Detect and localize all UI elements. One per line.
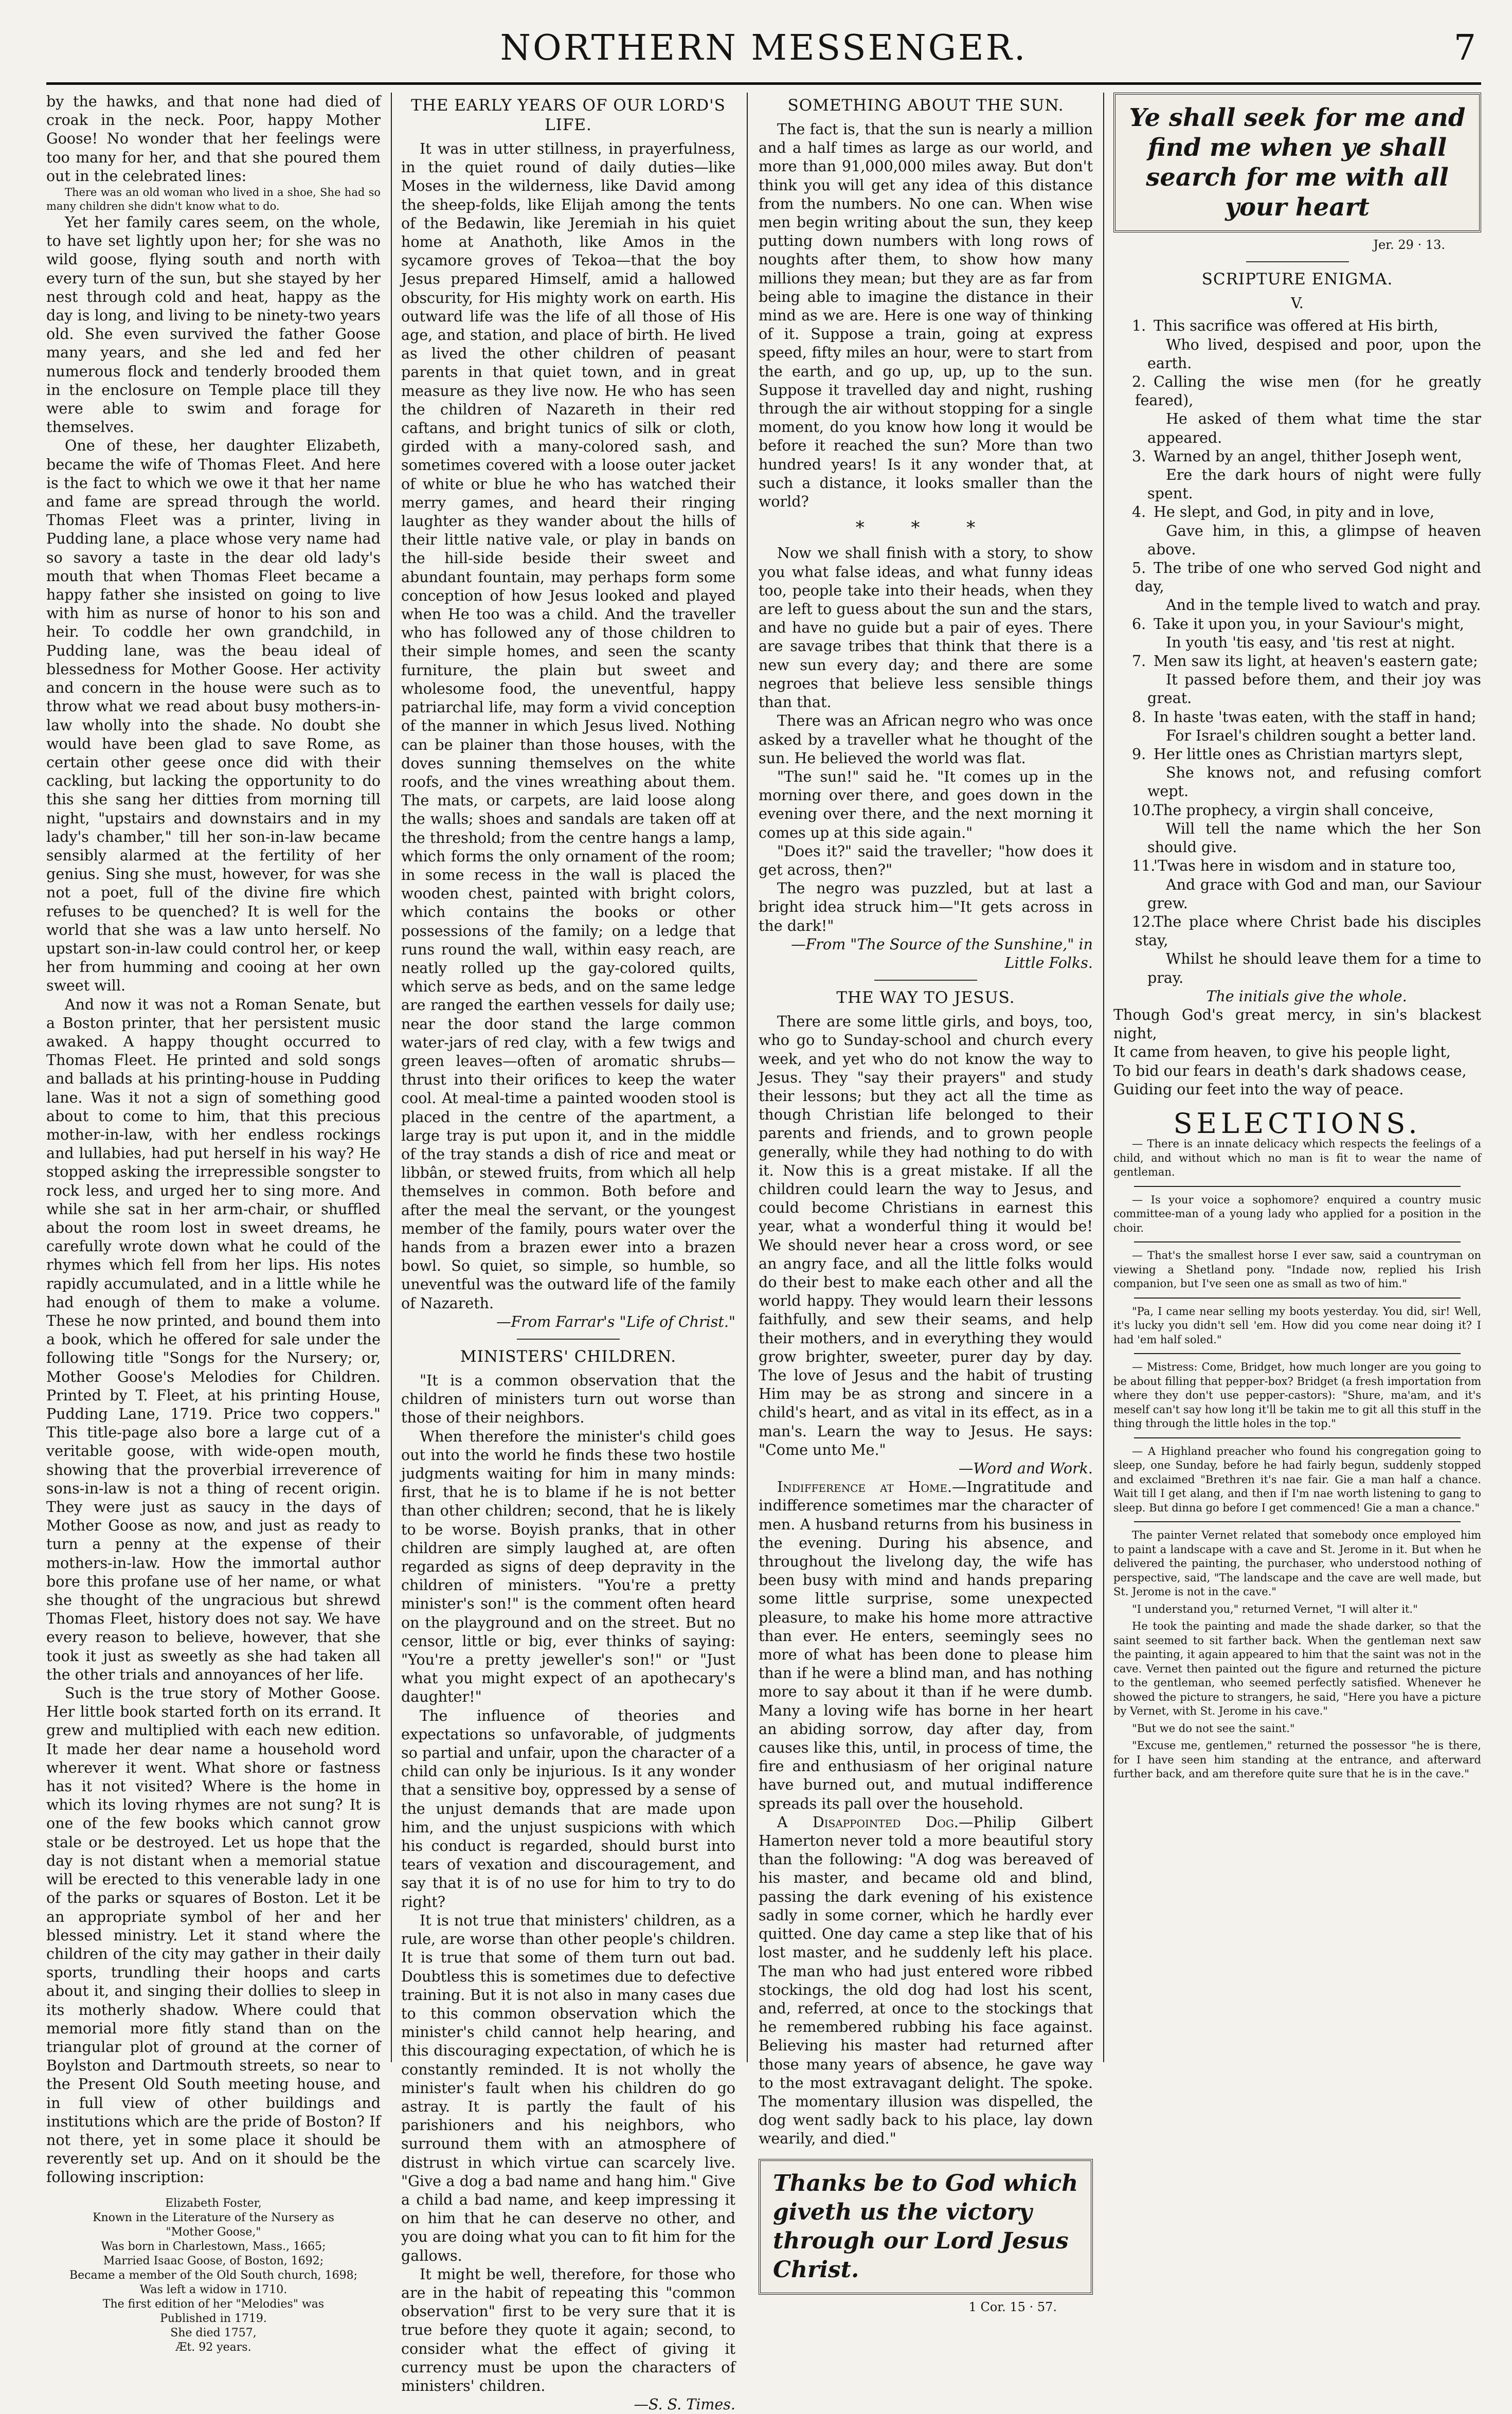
inscription-line: Published in 1719.	[160, 2312, 267, 2325]
scripture-reference: Jer. 29 · 13.	[1373, 238, 1445, 252]
article-text: Philip Gilbert Hamerton never told a more beautiful story than the following: "A dog was bereaved of his master, and became old and blind, passing the dark evening of his existence sadly in some corner, which he hardly ever quitted. One day came a step like that of his lost master, and he suddenly left his place. The man who had just entered wore ribbed stockings, the old dog had lost his scent, and, referred, at once to the stockings that he remembered rubbing his face against. Believing his master had returned after those many years of absence, he gave way to the most extravagant delight. The spoke. The momentary illusion was dispelled, the dog went sadly back to his place, lay down wearily, and died."	[759, 1813, 1093, 2148]
scripture-reference: 1 Cor. 15 · 57.	[968, 2299, 1057, 2314]
enigma-item: 7. Men saw its light, at heaven's eastern gate; It passed before them, and their joy was great.	[1132, 653, 1481, 707]
article-paragraph: When therefore the minister's child goes out into the world he finds these two hostile judgments waiting for him in many minds: first, that he is to blame if he is not better than other children; second, that he is likely to be worse. Boyish pranks, that in other children are simply laughed at, are often regarded as signs of deep depravity in the children of ministers. "You're a pretty minister's son!" is the comment often heard on the playground and on the street. But no censor, little or big, ever thinks of saying: "You're a pretty jeweller's son!" or "Just what you might expect of an apothecary's daughter!"	[401, 1428, 735, 1706]
column-1	[46, 93, 381, 2354]
enigma-item: 12. The place where Christ bade his disciples stay, Whilst he should leave them for a time to pray.	[1132, 913, 1481, 986]
column-rule	[391, 93, 392, 2062]
column-rule	[747, 93, 748, 2062]
article-source: From Farrar's "Life of Christ."	[511, 1313, 735, 1330]
enigma-answer-verse: Though God's great mercy, in sin's blackest night, It came from heaven, to give his people light, To bid our fears in death's dark shadows cease, Guiding our feet into the way of peace.	[1113, 1006, 1481, 1098]
enigma-item: 2. Calling the wise men (for he greatly feared), He asked of them what time the star appeared.	[1132, 373, 1481, 446]
page-number: 7	[1453, 28, 1476, 68]
article-paragraph: The negro was puzzled, but at last a bright idea struck him—"It gets across in the dark!"	[759, 880, 1093, 934]
divider	[1134, 1186, 1461, 1187]
article-paragraph: "The sun!" said he. "It comes up in the morning over there, and goes down in the evening over there, and the next morning it comes up at this side again."	[759, 768, 1093, 841]
article-paragraph: Such is the true story of Mother Goose. Her little book started forth on its errand. It grew and multiplied with each new edition. It made her dear name a household word wherever it went. What shore or fastness has it not visited? Where is the home in which its loving rhymes are not sung? It is one of the few books which cannot grow stale or be destroyed. Let us hope that the day is not distant when a memorial statue will be erected to this venerable lady in one of the parks or squares of Boston. Let it be an appropriate symbol of her and her blessed ministry. Let it stand where the children of the city may gather in their daily sports, trundling their hoops and carts about it, and singing their dollies to sleep in its motherly shadow. Where could that memorial more fitly stand than on the triangular plot of ground at the corner of Boylston and Dartmouth streets, so near to the Present Old South meeting house, and in full view of other buildings and institutions which are the pride of Boston? If not there, yet in some place it should be reverently set up. And on it should be the following inscription:	[46, 1685, 381, 2186]
divider	[1134, 1353, 1461, 1354]
selection-item: "Excuse me, gentlemen," returned the possessor "he is there, for I have seen him standing at the entrance, and afterward further back, and am therefore quite sure that he is in the cave."	[1113, 1739, 1481, 1780]
column-2: THE EARLY YEARS OF OUR LORD'S LIFE. It was in utter stillness, in prayerfulness, in the quiet round of daily duties—like Moses in the wilderness, like David among the sheep-folds, like Elijah among the tents of the Bedawin, like Jeremiah in his quiet home at Anathoth, like Amos in the sycamore groves of Tekoa—that the boy Jesus prepared Himself, amid a hallowed obscurity, for His mighty work on earth. His outward life was the life of all those of His age, and station, and place of birth. He lived as lived the other children of peasant parents in that quiet town, and in great measure as they live now. He who has seen the children of Nazareth in their red caftans, and bright tunics of silk or cloth, girded with a many-colored sash, and sometimes covered with a loose outer jacket of white or blue he who has watched their merry games, and heard their ringing laughter as they wander about the hills of their little native vale, or play in bands on the hill-side beside their sweet and abundant fountain, may perhaps form some conception of how Jesus looked and played when He too was a child. And the traveller who has followed any of those children to their simple homes, and seen the scanty furniture, the plain but sweet and wholesome food, the uneventful, happy patriarchal life, may form a vivid conception of the manner in which Jesus lived. Nothing can be plainer than those houses, with the doves sunning themselves on the white roofs, and the vines wreathing about them. The mats, or carpets, are laid loose along the walls; shoes and sandals are taken off at the threshold; from the centre hangs a lamp, which forms the only ornament of the room; in some recess in the wall is placed the wooden chest, painted with bright colors, which contains the books or other possessions of the family; on a ledge that runs round the wall, within easy reach, are neatly rolled up the gay-colored quilts, which serve as beds, and on the same ledge are ranged the earthen vessels for daily use; near the door stand the large common water-jars of red clay, with a few twigs and green leaves—often of aromatic shrubs—thrust into their orifices to keep the water cool. At meal-time a painted wooden stool is placed in the centre of the apartment, a large tray is put upon it, and in the middle of the tray stands a dish of rice and meat or libbân, or stewed fruits, from which all help themselves in common. Both before and after the meal the servant, or the youngest member of the family, pours water over the hands from a brazen ewer into a brazen bowl. So quiet, so simple, so humble, so uneventful was the outward life of the family of Nazareth. —From Farrar's "Life of Christ." MINISTERS' CHILDREN. "It is a common observation that the children of ministers turn out worse than those of their neighbors. When therefore the minister's child goes out into the world he finds these two hostile judgments waiting for him in many minds: first, that he is to blame if he is not better than other children; second, that he is likely to be worse. Boyish pranks, that in other children are simply laughed at, are often regarded as signs of deep depravity in the children of ministers. "You're a pretty minister's son!" is the comment often heard on the playground and on the street. But no censor, little or big, ever thinks of saying: "You're a pretty jeweller's son!" or "Just what you might expect of an apothecary's daughter!" The influence of theories and expectations so unfavorable, of judgments so partial and unfair, upon the character of a child can only be injurious. Is it any wonder that a sensitive boy, oppressed by a sense of the unjust demands that are made upon him, and the unjust suspicions with which his conduct is regarded, should burst into tears of vexation and discouragement, and say that it is of no use for him to try to do right? It is not true that ministers' children, as a rule, are worse than other people's children. It is true that some of them turn out bad. Doubtless this is sometimes due to defective training. But it is not also in many cases due to this common observation which the minister's child cannot help hearing, and this discouraging expectation, of which he is constantly reminded. It is not wholly the minister's fault when his children do go astray. It is partly the fault of his parishioners and his neighbors, who surround them with an atmosphere of distrust in which virtue can scarcely live. "Give a dog a bad name and hang him." Give a child a bad name, and keep impressing it on him that he can deserve no other, and you are doing what you can to fit him for the gallows. It might be well, therefore, for those who are in the habit of repeating this "common observation" first to be very sure that it is true before they quote it again; second, to consider what the effect of giving it currency must be upon the characters of ministers' children. —S. S. Times.	[401, 96, 735, 2413]
divider	[874, 980, 977, 981]
article-paragraph: It might be well, therefore, for those who are in the habit of repeating this "common observation" first to be very sure that it is true before they quote it again; second, to consider what the effect of giving it currency must be upon the characters of ministers' children.	[401, 2265, 735, 2394]
selection-item: He took the painting and made the shade darker, so that the saint seemed to sit farther back. When the gentleman next saw the painting, it again appeared to him that the saint was not in the cave. Vernet then painted out the figure and returned the picture to the gentleman, who seemed perfectly satisfied. Whenever he showed the picture to strangers, he said, "Here you have a picture by Vernet, with St. Jerome in his cave."	[1113, 1620, 1481, 1718]
inscription-line: The first edition of her "Melodies" was	[102, 2297, 325, 2311]
column-4	[1113, 93, 1481, 2067]
masthead	[46, 21, 1481, 77]
selection-item: "But we do not see the saint."	[1132, 1722, 1295, 1735]
article-paragraph: And now it was not a Roman Senate, but a Boston printer, that her persistent music awaked. A happy thought occurred to Thomas Fleet. He printed and sold songs and ballads at his printing-house in Pudding lane. Was it not a sign of something good about to come to him, that this precious mother-in-law, with her endless rockings and lullabies, had put herself in his way? He stopped asking the irrepressible songster to rock less, and urged her to sing more. And while she sat in her arm-chair, or shuffled about the room lost in sweet dreams, he carefully wrote down what he could of the rhymes which fell from her lips. His notes rapidly accumulated, and in a little while he had enough of them to make a volume. These he now printed, and bound them into a book, which he offered for sale under the following title "Songs for the Nursery; or, Mother Goose's Melodies for Children. Printed by T. Fleet, at his printing House, Pudding Lane, 1719. Price two coppers." This title-page also bore a large cut of a veritable goose, with wide-open mouth, showing that the proverbial irreverence of sons-in-law is not a thing of recent origin. They were just as saucy in the days of Mother Goose as now, and just as ready to turn a penny at the expense of their mothers-in-law. How the immortal author bore this profane use of her name, or what she thought of the ungracious but shrewd Thomas Fleet, history does not say. We have every reason to believe, however, that she took it just as sweetly as she had taken all the other trials and annoyances of her life.	[46, 996, 381, 1683]
scripture-verse-box: Ye shall seek for me and find me when ye shall search for me with all your heart	[1113, 93, 1481, 232]
newspaper-title: NORTHERN MESSENGER.	[500, 28, 1028, 68]
enigma-list	[1113, 317, 1481, 987]
divider	[517, 1339, 620, 1340]
inscription-line: Known in the Literature of the Nursery as	[93, 2211, 334, 2224]
enigma-title: SCRIPTURE ENIGMA.	[1201, 270, 1393, 289]
enigma-item: 5. The tribe of one who served God night and day, And in the temple lived to watch and pray.	[1132, 560, 1481, 614]
enigma-item: 8. In haste 'twas eaten, with the staff in hand; For Israel's children sought a better land.	[1132, 708, 1477, 744]
quoted-verse: There was an old woman who lived in a shoe, She had so many children she didn't know what to do.	[46, 186, 381, 213]
selection-item: — That's the smallest horse I ever saw, said a countryman on viewing a Shetland pony. "Indade now, replied his Irish companion, but I've seen one as small as two of him."	[1113, 1249, 1481, 1290]
article-paragraph: One of these, her daughter Elizabeth, became the wife of Thomas Fleet. And here is the fact to which we owe it that her name and fame are spread through the world. Thomas Fleet was a printer, living in Pudding lane, a place whose very name had so savory a taste in the dear old lady's mouth that when Thomas Fleet became a happy father she insisted on going to live with him as nurse of honor to his son and heir. To coddle her own grandchild, in Pudding lane, was the beau ideal of blessedness for Mother Goose. Her activity and concern in the house were such as to throw what we read about busy mothers-in-law wholly into the shade. No doubt she would have been glad to save Rome, as certain other geese once did with their cackling, but lacking the opportunity to do this she sang her ditties from morning till night, "upstairs and downstairs and in my lady's chamber," till her son-in-law became sensibly alarmed at the fertility of her genius. Sing she must, however, for was she not a poet, full of the divine fire which refuses to be quenched? It is well for the world that she was a law unto herself. No upstart son-in-law could control her, or keep her from humming and cooing at her own sweet will.	[46, 437, 381, 995]
selection-item: — Is your voice a sophomore? enquired a country music committee-man of a young lady who applied for a position in the choir.	[1113, 1193, 1481, 1234]
article-paragraph: It is not true that ministers' children, as a rule, are worse than other people's children. It is true that some of them turn out bad. Doubtless this is sometimes due to defective training. But it is not also in many cases due to this common observation which the minister's child cannot help hearing, and this discouraging expectation, of which he is constantly reminded. It is not wholly the minister's fault when his children do go astray. It is partly the fault of his parishioners and his neighbors, who surround them with an atmosphere of distrust in which virtue can scarcely live. "Give a dog a bad name and hang him." Give a child a bad name, and keep impressing it on him that he can deserve no other, and you are doing what you can to fit him for the gallows.	[401, 1912, 735, 2264]
article-paragraph: "It is a common observation that the children of ministers turn out worse than those of their neighbors.	[401, 1372, 735, 1427]
article-paragraph: It was in utter stillness, in prayerfulness, in the quiet round of daily duties—like Moses in the wilderness, like David among the sheep-folds, like Elijah among the tents of the Bedawin, like Jeremiah in his quiet home at Anathoth, like Amos in the sycamore groves of Tekoa—that the boy Jesus prepared Himself, amid a hallowed obscurity, for His mighty work on earth. His outward life was the life of all those of His age, and station, and place of birth. He lived as lived the other children of peasant parents in that quiet town, and in great measure as they live now. He who has seen the children of Nazareth in their red caftans, and bright tunics of silk or cloth, girded with a many-colored sash, and sometimes covered with a loose outer jacket of white or blue he who has watched their merry games, and heard their ringing laughter as they wander about the hills of their little native vale, or play in bands on the hill-side beside their sweet and abundant fountain, may perhaps form some conception of how Jesus looked and played when He too was a child. And the traveller who has followed any of those children to their simple homes, and seen the scanty furniture, the plain but sweet and wholesome food, the uneventful, happy patriarchal life, may form a vivid conception of the manner in which Jesus lived. Nothing can be plainer than those houses, with the doves sunning themselves on the white roofs, and the vines wreathing about them. The mats, or carpets, are laid loose along the walls; shoes and sandals are taken off at the threshold; from the centre hangs a lamp, which forms the only ornament of the room; in some recess in the wall is placed the wooden chest, painted with bright colors, which contains the books or other possessions of the family; on a ledge that runs round the wall, within easy reach, are neatly rolled up the gay-colored quilts, which serve as beds, and on the same ledge are ranged the earthen vessels for daily use; near the door stand the large common water-jars of red clay, with a few twigs and green leaves—often of aromatic shrubs—thrust into their orifices to keep the water cool. At meal-time a painted wooden stool is placed in the centre of the apartment, a large tray is put upon it, and in the middle of the tray stands a dish of rice and meat or libbân, or stewed fruits, from which all help themselves in common. Both before and after the meal the servant, or the youngest member of the family, pours water over the hands from a brazen ewer into a brazen bowl. So quiet, so simple, so humble, so uneventful was the outward life of the family of Nazareth.	[401, 140, 735, 1312]
inscription-line: Was left a widow in 1710.	[139, 2283, 287, 2296]
article-paragraph: Yet her family cares seem, on the whole, to have set lightly upon her; for she was no wild goose, flying south and north with every turn of the sun, but she stayed by her nest through cold and heat, happy as the day is long, and living to be ninety-two years old. She even survived the father Goose many years, and she led and fed her numerous flock and tenderly brooded them in the enclosure on Temple place till they were able to swim and forage for themselves.	[46, 214, 381, 436]
article-text: Ingratitude and indifference sometimes mar the character of men. A husband returns from his business in the evening. During his absence, and throughout the livelong day, the wife has been busy with mind and hands preparing some little surprise, some unexpected pleasure, to make his home more attractive than ever. He enters, seemingly sees no more of what has been done to please him than if he were a blind man, and has nothing more to say about it than if he were dumb. Many a loving wife has borne in her heart an abiding sorrow, day after day, from causes like this, until, in process of time, the fire and enthusiasm of her original nature have burned out, and mutual indifference spreads its pall over the household.	[759, 1479, 1093, 1812]
article-source: S. S. Times.	[649, 2396, 735, 2413]
inscription-line: Æt. 92 years.	[175, 2340, 251, 2354]
selections-list	[1113, 1137, 1481, 1781]
article-paragraph: The fact is, that the sun is nearly a million and a half times as large as our world, and more than 91,000,000 miles away. But don't think you will get any idea of this distance from the numbers. No one can. When wise men begin writing about the sun, they keep putting down numbers with long rows of noughts after them, to show how many millions they mean; but they are as far from being able to imagine the distance in their mind as we are. Here is one way of thinking of it. Suppose a train, going at express speed, fifty miles an hour, were to start from the earth, and go up, up, up to the sun. Suppose it travelled day and night, rushing through the air without stopping for a single moment, do you know how long it would be before it reached the sun? More than two hundred years! Is it any wonder that, at such a distance, it looks smaller than the world?	[759, 121, 1093, 511]
divider	[1134, 1241, 1461, 1242]
selection-item: — Mistress: Come, Bridget, how much longer are you going to be about filling that pepper-box? Bridget (a fresh importation from where they don't use pepper-castors): "Shure, ma'am, and it's meself can't say how long it'll be takin me to git all this stuff in the thing through the little holes in the top."	[1113, 1361, 1481, 1430]
enigma-item: 10. The prophecy, a virgin shall conceive, Will tell the name which the her Son should give.	[1132, 801, 1481, 856]
inscription-line: She died 1757,	[170, 2326, 257, 2339]
inscription-line: Married Isaac Goose, of Boston, 1692;	[103, 2254, 324, 2267]
article-paragraph: "Does it?" said the traveller; "how does it get across, then?"	[759, 842, 1093, 878]
paragraph-lead: Indifference at Home.	[777, 1479, 952, 1496]
selection-item: "Pa, I came near selling my boots yesterday. You did, sir! Well, it's lucky you didn't sell 'em. How did you come near doing it? I had 'em half soled."	[1113, 1305, 1481, 1346]
divider	[1134, 1437, 1461, 1438]
article-heading: THE WAY TO JESUS.	[836, 988, 1015, 1007]
selections-title: SELECTIONS.	[1173, 1107, 1421, 1140]
column-rule	[1103, 93, 1104, 2062]
article-heading: THE EARLY YEARS OF OUR LORD'S LIFE.	[411, 96, 726, 134]
article-source: From "The Source of the Sunshine," in Little Folks.	[805, 935, 1093, 971]
article-paragraph: The influence of theories and expectations so unfavorable, of judgments so partial and unfair, upon the character of a child can only be injurious. Is it any wonder that a sensitive boy, oppressed by a sense of the unjust demands that are made upon him, and the unjust suspicions with which his conduct is regarded, should burst into tears of vexation and discouragement, and say that it is of no use for him to try to do right?	[401, 1707, 735, 1911]
selection-item: The painter Vernet related that somebody once employed him to paint a landscape with a cave and St. Jerome in it. But when he delivered the painting, the purchaser, who understood nothing of perspective, said, "The landscape and the cave are well made, but St. Jerome is not in the cave."	[1113, 1529, 1481, 1598]
article-heading: SOMETHING ABOUT THE SUN.	[787, 96, 1064, 115]
enigma-item: 6. Take it upon you, in your Saviour's might, In youth 'tis easy, and 'tis rest at night.	[1132, 615, 1464, 651]
enigma-item: 9. Her little ones as Christian martyrs slept, She knows not, and refusing comfort wept.	[1132, 746, 1481, 800]
inscription-line: "Mother Goose,"	[166, 2225, 261, 2239]
enigma-number: V.	[1291, 295, 1304, 312]
inscription-line: Became a member of the Old South church, 1698;	[69, 2268, 358, 2282]
memorial-inscription	[46, 2196, 381, 2355]
inscription-line: Was born in Charlestown, Mass., 1665;	[101, 2240, 326, 2253]
enigma-item: 4. He slept, and God, in pity and in love, Gave him, in this, a glimpse of heaven above.	[1132, 503, 1481, 558]
divider	[1246, 261, 1349, 262]
divider	[1134, 1521, 1461, 1522]
enigma-item: 1. This sacrifice was offered at His birth, Who lived, despised and poor, upon the earth.	[1132, 317, 1481, 372]
article-paragraph: Now we shall finish with a story, to show you what false ideas, and what funny ideas too, people take into their heads, when they are left to guess about the sun and the stars, and have no guide but a pair of eyes. There are savage tribes that think that there is a new sun every day; and there are some negroes that believe less sensible things than that.	[759, 545, 1093, 711]
article-paragraph: There are some little girls, and boys, too, who go to Sunday-school and church every week, and yet who do not know the way to Jesus. They "say their prayers" and study their lessons; but they act all the time as though Christian life belonged to their parents and friends, and to grown people generally, while they had nothing to do with it. Now this is a great mistake. If all the children could learn the way to Jesus, and could become Christians in earnest this year, what a wonderful thing it would be! We should never hear a cross word, or see an angry face, and all the little folks would do their best to make each other and all the world happy. They would learn their lessons faithfully, and sew their seams, and help their mothers, and in everything they would grow brighter, sweeter, purer day by day. The love of Jesus and the habit of trusting Him may be as strong and sincere in a child's heart, and as vital in its effect, as in a man's. Learn the way to Jesus. He says: "Come unto Me."	[759, 1013, 1093, 1458]
article-paragraph: There was an African negro who was once asked by a traveller what he thought of the sun. He believed the world was flat.	[759, 712, 1093, 767]
selection-item: — There is an innate delicacy which respects the feelings of a child, and without which no man is fit to wear the name of gentleman.	[1113, 1138, 1481, 1179]
selection-item: "I understand you," returned Vernet, "I will alter it."	[1132, 1602, 1418, 1615]
header-rule	[46, 82, 1481, 85]
inscription-line: Elizabeth Foster,	[165, 2196, 262, 2210]
enigma-hint: The initials give the whole.	[1206, 987, 1407, 1005]
article-heading: MINISTERS' CHILDREN.	[460, 1347, 677, 1366]
divider	[1134, 1298, 1461, 1299]
column-3: SOMETHING ABOUT THE SUN. The fact is, that the sun is nearly a million and a half times as large as our world, and more than 91,000,000 miles away. But don't think you will get any idea of this distance from the numbers. No one can. When wise men begin writing about the sun, they keep putting down numbers with long rows of noughts after them, to show how many millions they mean; but they are as far from being able to imagine the distance in their mind as we are. Here is one way of thinking of it. Suppose a train, going at express speed, fifty miles an hour, were to start from the earth, and go up, up, up to the sun. Suppose it travelled day and night, rushing through the air without stopping for a single moment, do you know how long it would be before it reached the sun? More than two hundred years! Is it any wonder that, at such a distance, it looks smaller than the world? * * * Now we shall finish with a story, to show you what false ideas, and what funny ideas too, people take into their heads, when they are left to guess about the sun and the stars, and have no guide but a pair of eyes. There are savage tribes that think that there is a new sun every day; and there are some negroes that believe less sensible things than that. There was an African negro who was once asked by a traveller what he thought of the sun. He believed the world was flat. "The sun!" said he. "It comes up in the morning over there, and goes down in the evening over there, and the next morning it comes up at this side again." "Does it?" said the traveller; "how does it get across, then?" The negro was puzzled, but at last a bright idea struck him—"It gets across in the dark!" —From "The Source of the Sunshine," in Little Folks. THE WAY TO JESUS. There are some little girls, and boys, too, who go to Sunday-school and church every week, and yet who do not know the way to Jesus. They "say their prayers" and study their lessons; but they act all the time as though Christian life belonged to their parents and friends, and to grown people generally, while they had nothing to do with it. Now this is a great mistake. If all the children could learn the way to Jesus, and could become Christians in earnest this year, what a wonderful thing it would be! We should never hear a cross word, or see an angry face, and all the little folks would do their best to make each other and all the world happy. They would learn their lessons faithfully, and sew their seams, and help their mothers, and in everything they would grow brighter, sweeter, purer day by day. The love of Jesus and the habit of trusting Him may be as strong and sincere in a child's heart, and as vital in its effect, as in a man's. Learn the way to Jesus. He says: "Come unto Me." —Word and Work. Indifference at Home.—Ingratitude and indifference sometimes mar the character of men. A husband returns from his business in the evening. During his absence, and throughout the livelong day, the wife has been busy with mind and hands preparing some little surprise, some unexpected pleasure, to make his home more attractive than ever. He enters, seemingly sees no more of what has been done to please him than if he were a blind man, and has nothing more to say about it than if he were dumb. Many a loving wife has borne in her heart an abiding sorrow, day after day, from causes like this, until, in process of time, the fire and enthusiasm of her original nature have burned out, and mutual indifference spreads its pall over the household. A Disappointed Dog.—Philip Gilbert Hamerton never told a more beautiful story than the following: "A dog was bereaved of his master, and became old and blind, passing the dark evening of his existence sadly in some corner, which he hardly ever quitted. One day came a step like that of his lost master, and he suddenly left his place. The man who had just entered wore ribbed stockings, the old dog had lost his scent, and, referred, at once to the stockings that he remembered rubbing his face against. Believing his master had returned after those many years of absence, he gave way to the most extravagant delight. The spoke. The momentary illusion was dispelled, the dog went sadly back to his place, lay down wearily, and died." Thanks be to God which giveth us the victory through our Lord Jesus Christ. 1 Cor. 15 · 57.	[759, 93, 1093, 2067]
article-paragraph: by the hawks, and that none had died of croak in the neck. Poor, happy Mother Goose! No wonder that her feelings were too many for her, and that she poured them out in the celebrated lines:	[46, 93, 381, 185]
section-break: * * *	[855, 517, 996, 538]
article-source: Word and Work.	[973, 1460, 1093, 1478]
selection-item: — A Highland preacher who found his congregation going to sleep, one Sunday, before he had fairly begun, suddenly stopped and exclaimed "Brethren it's nae fair. Gie a man half a chance. Wait till I get alang, and then if I'm nae worth listening to gang to sleep. But dinna go before I get commenced! Gie a man a chance."	[1113, 1445, 1481, 1514]
enigma-item: 3. Warned by an angel, thither Joseph went, Ere the dark hours of night were fully spent.	[1132, 447, 1481, 502]
paragraph-lead: A Disappointed Dog.	[777, 1813, 959, 1831]
enigma-item: 11. 'Twas here in wisdom and in stature too, And grace with God and man, our Saviour grew.	[1132, 857, 1481, 912]
scripture-verse-box: Thanks be to God which giveth us the victory through our Lord Jesus Christ.	[759, 2159, 1093, 2295]
